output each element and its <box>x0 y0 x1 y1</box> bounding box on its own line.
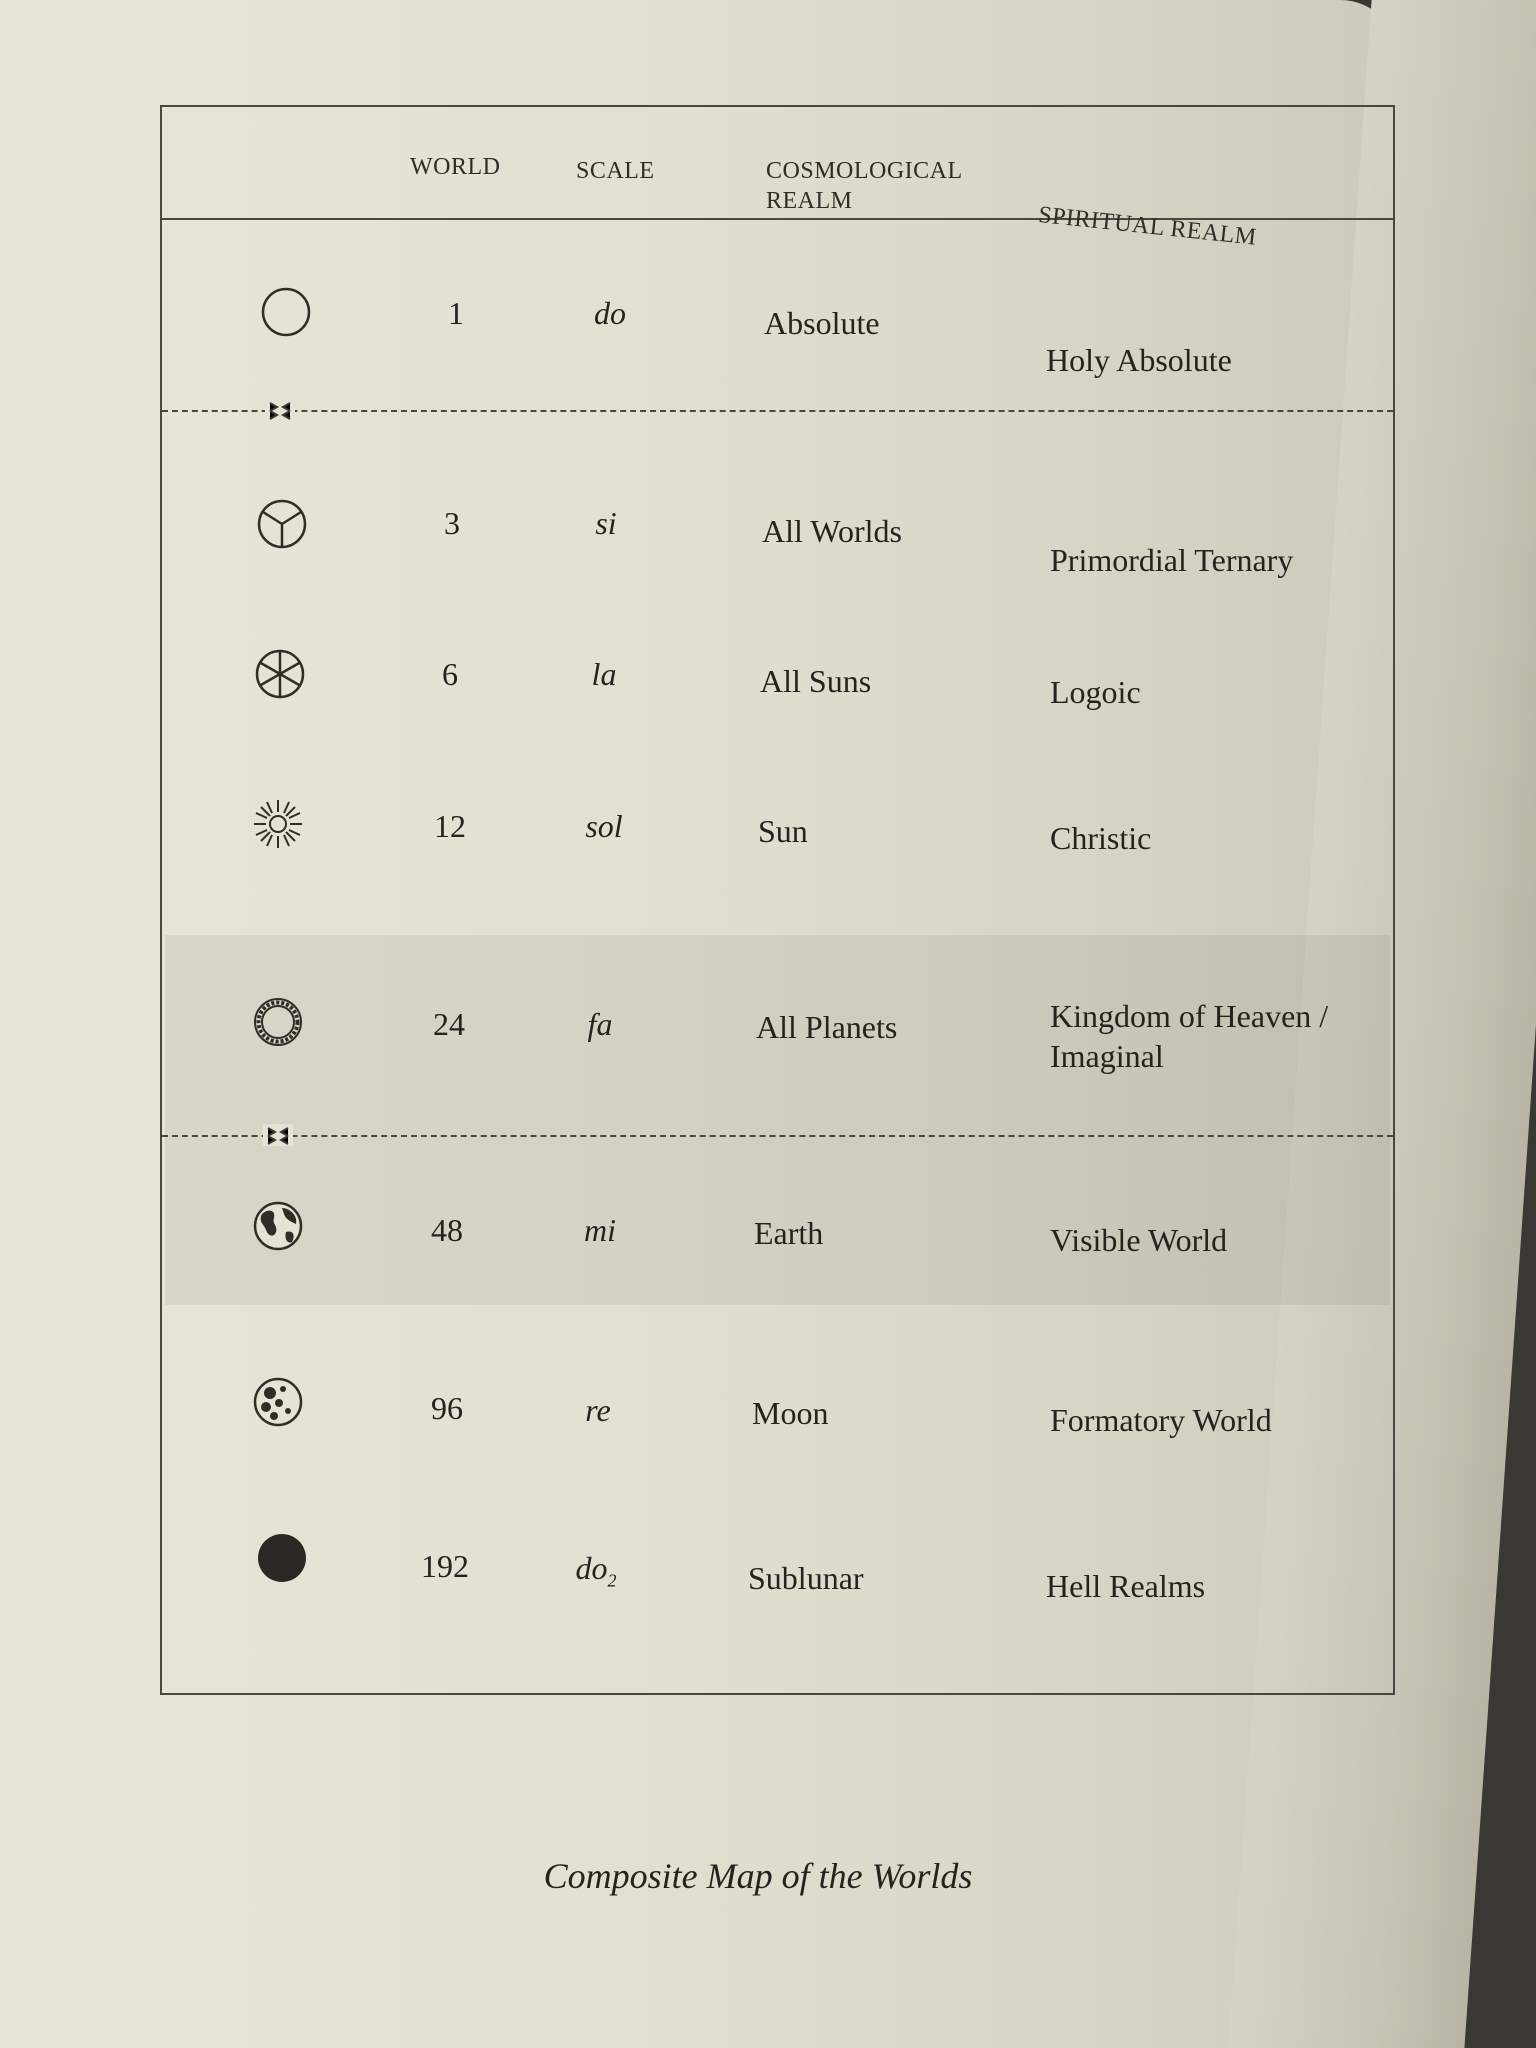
cosmological-value: All Suns <box>760 663 872 699</box>
cosmological-value: Earth <box>754 1215 824 1251</box>
separator-mark-icon <box>263 1124 293 1146</box>
cosmological-value: All Planets <box>756 1009 898 1045</box>
spiritual-value: Formatory World <box>1050 1402 1272 1438</box>
dashed-separator-2 <box>162 1135 1393 1137</box>
moon-icon <box>252 1376 304 1428</box>
figure-caption <box>0 1855 1536 1897</box>
scale-note: do <box>575 1550 608 1586</box>
header-cosmological-realm: COSMOLOGICAL REALM <box>766 158 962 214</box>
world-value: 6 <box>442 656 458 692</box>
earth-globe-icon <box>252 1200 304 1252</box>
world-value: 12 <box>434 808 466 844</box>
world-value: 24 <box>433 1006 465 1042</box>
world-value: 3 <box>444 505 460 541</box>
scale-value: re <box>585 1392 611 1428</box>
world-value: 48 <box>431 1212 463 1248</box>
separator-mark-icon <box>265 399 295 421</box>
scale-value: do <box>594 295 626 331</box>
spiritual-value: Primordial Ternary <box>1050 542 1294 578</box>
cosmological-value: Sublunar <box>748 1560 864 1596</box>
spoked-wheel-icon <box>254 648 306 700</box>
spiritual-value: Kingdom of Heaven / Imaginal <box>1050 998 1329 1074</box>
header-scale: SCALE <box>576 158 655 184</box>
spiritual-value: Logoic <box>1050 674 1141 710</box>
circle-icon <box>260 286 312 338</box>
world-value: 96 <box>431 1390 463 1426</box>
cosmological-value: Absolute <box>764 305 880 341</box>
world-value: 1 <box>448 295 464 331</box>
cosmological-value: All Worlds <box>762 513 902 549</box>
beaded-ring-icon <box>252 996 304 1048</box>
scale-value: sol <box>585 808 623 844</box>
sun-rays-icon <box>252 798 304 850</box>
scale-subscript: 2 <box>607 1570 617 1591</box>
trisected-circle-icon <box>256 498 308 550</box>
scale-value: si <box>595 505 617 541</box>
caption-text: Composite Map of the Worlds <box>543 1856 973 1896</box>
header-world: WORLD <box>410 154 501 180</box>
spiritual-value: Christic <box>1050 820 1152 856</box>
filled-circle-icon <box>256 1532 308 1584</box>
cosmological-value: Sun <box>758 813 808 849</box>
spiritual-value: Holy Absolute <box>1046 342 1232 378</box>
scale-value: fa <box>587 1006 613 1042</box>
dashed-separator-1 <box>162 410 1393 412</box>
scale-value: la <box>591 656 617 692</box>
scale-value <box>536 1550 656 1591</box>
cosmological-value: Moon <box>752 1395 829 1431</box>
scale-value: mi <box>584 1212 616 1248</box>
spiritual-value: Visible World <box>1050 1222 1228 1258</box>
world-value: 192 <box>421 1548 469 1584</box>
spiritual-value: Hell Realms <box>1046 1568 1206 1604</box>
header-spiritual-realm: SPIRITUAL REALM <box>1037 201 1258 251</box>
